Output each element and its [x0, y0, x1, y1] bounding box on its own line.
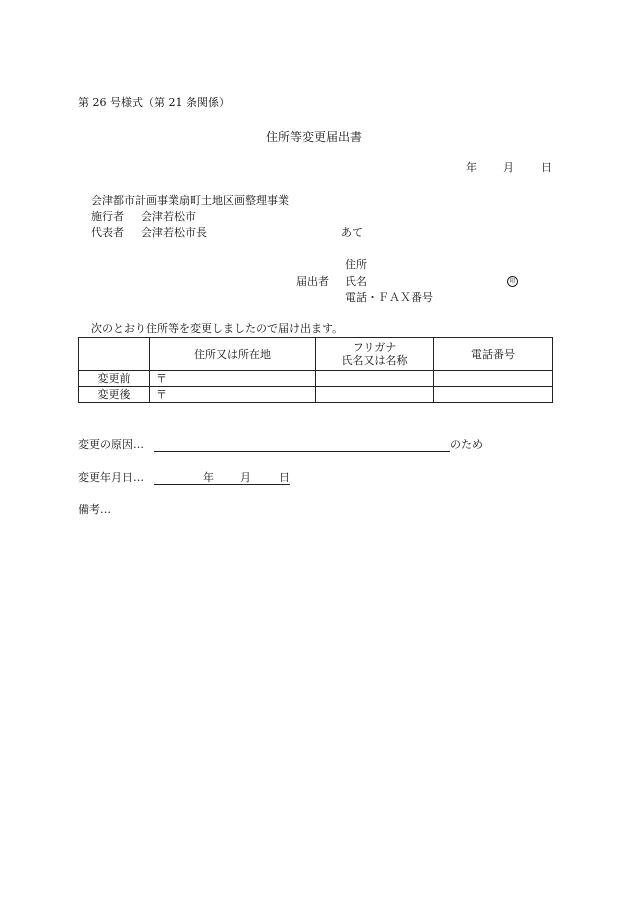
header-name-cell [316, 338, 434, 371]
row-label-before: 変更前 [79, 371, 150, 387]
reason-input-line[interactable] [154, 451, 450, 452]
address-after-field[interactable]: 〒 [150, 387, 316, 403]
date-month-label: 月 [503, 161, 514, 174]
name-after-field[interactable] [316, 387, 434, 403]
remarks-label: 備考… [78, 503, 111, 516]
table-row [79, 371, 553, 387]
representative-label: 代表者 [91, 226, 124, 239]
notifier-name-label: 氏名 [345, 275, 367, 288]
form-number: 第 26 号様式（第 21 条関係） [78, 96, 230, 109]
phone-after-field[interactable] [434, 387, 553, 403]
name-before-field[interactable] [316, 371, 434, 387]
table-header-row [79, 338, 553, 371]
header-address: 住所又は所在地 [150, 338, 316, 371]
honorific: あて [341, 226, 363, 239]
change-date-year: 年 [203, 471, 214, 484]
representative-value: 会津若松市長 [141, 226, 207, 239]
change-date-label: 変更年月日… [78, 471, 144, 484]
notifier-address-label: 住所 [345, 258, 367, 271]
address-before-field[interactable]: 〒 [150, 371, 316, 387]
operator-value: 会津若松市 [141, 210, 196, 223]
phone-before-field[interactable] [434, 371, 553, 387]
change-date-input-line[interactable] [154, 484, 290, 485]
change-date-day: 日 [279, 471, 290, 484]
reason-suffix: のため [450, 438, 483, 451]
reason-label: 変更の原因… [78, 438, 144, 451]
header-blank-cell [79, 338, 150, 371]
seal-mark: 印 [507, 276, 518, 287]
header-furigana: フリガナ [352, 341, 397, 354]
notifier-phone-label: 電話・ＦＡＸ番号 [345, 291, 433, 304]
date-day-label: 日 [541, 161, 552, 174]
project-name: 会津都市計画事業扇町土地区画整理事業 [91, 194, 289, 207]
row-label-after: 変更後 [79, 387, 150, 403]
header-phone: 電話番号 [434, 338, 553, 371]
operator-label: 施行者 [91, 210, 124, 223]
date-year-label: 年 [466, 161, 477, 174]
form-title: 住所等変更届出書 [266, 130, 363, 144]
change-date-month: 月 [240, 471, 251, 484]
notifier-label: 届出者 [296, 275, 329, 288]
change-table [78, 337, 553, 403]
intro-text: 次のとおり住所等を変更しましたので届け出ます。 [91, 322, 344, 335]
table-row [79, 387, 553, 403]
header-name: 氏名又は名称 [341, 354, 408, 367]
